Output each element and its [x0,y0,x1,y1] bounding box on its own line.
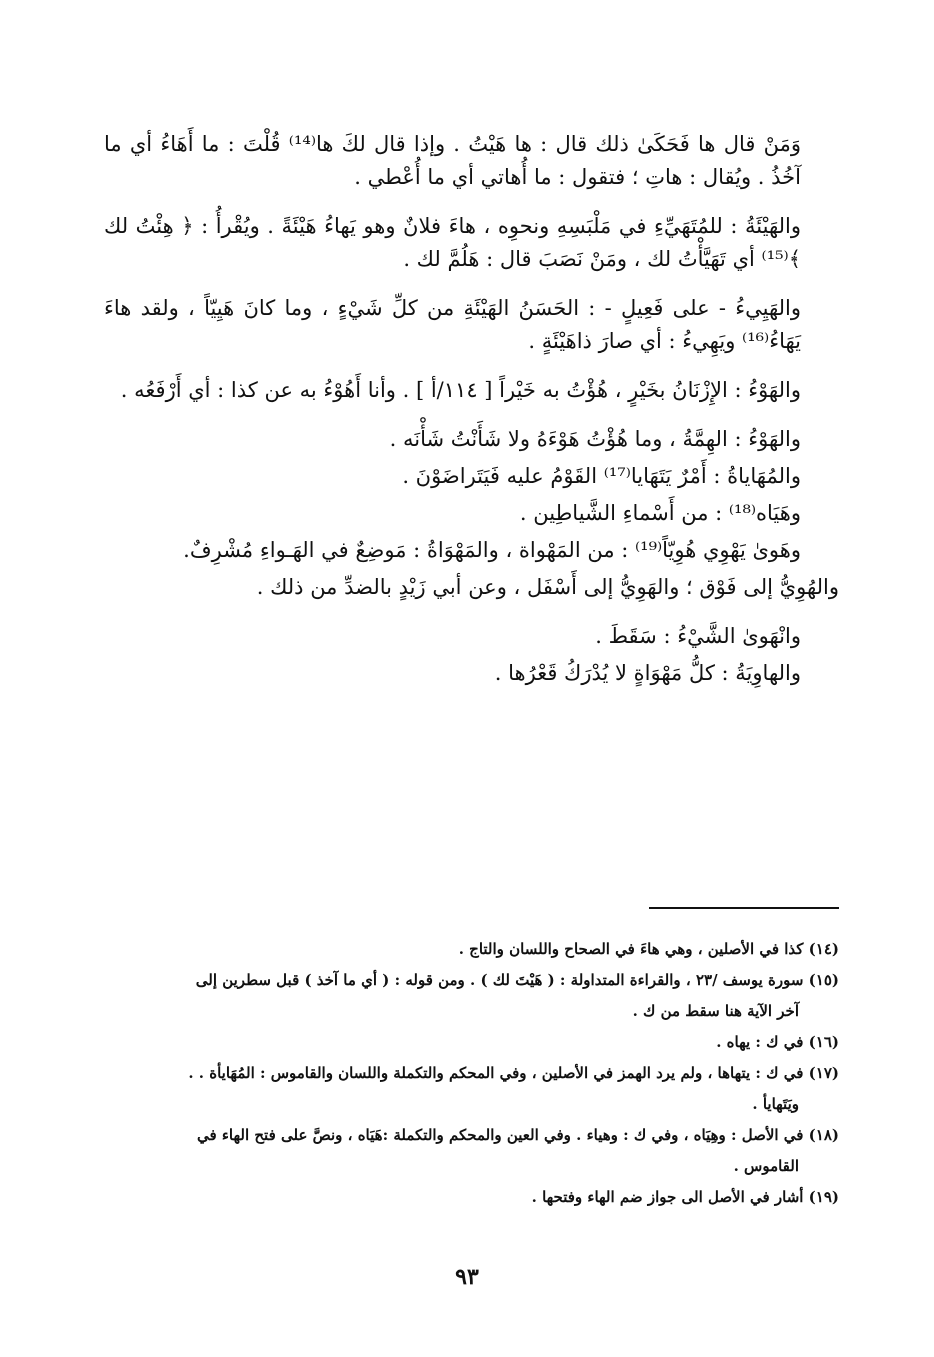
entry-hawa: وهَوىٰ يَهْوِي هُوِيّاً⁽¹⁹⁾ : من المَهْواة ، والمَهْوَاةُ : مَوضِعٌ في الهَـواءِ مُشْرِفٌ. [183,538,801,562]
footnotes [104,936,839,1215]
footnote-18-continued: القاموس . [733,1157,799,1175]
footnote-17: (١٧) في ك : يتهاها ، ولم يرد الهمز في الأصلين ، وفي المحكم والتكملة واللسان والقاموس : المُهَايأة . . [188,1064,839,1082]
footnote-14: (١٤) كذا في الأصلين ، وهي هاءَ في الصحاح واللسان والتاج . [458,940,839,958]
entry-hayah: وهَيَاه⁽¹⁸⁾ : من أَسْماءِ الشَّياطِين . [519,501,801,525]
main-text [104,128,839,694]
entry-himma: والهَوْءُ : الهِمَّةُ ، وما هُؤْتُ هَوْءَهُ ولا شَأَنْتُ شَأْنَه . [389,427,801,451]
footnote-19: (١٩) أشار في الأصل الى جواز ضم الهاء وفتحها . [531,1188,839,1206]
footnote-15-continued: آخر الآية هنا سقط من ك . [632,1002,799,1020]
footnote-15: (١٥) سورة يوسف /٢٣ ، والقراءة المتداولة : ( هَيْتَ لك ) . ومن قوله : ( أي ما آخذ ) قبل سطرين إلى [195,971,839,989]
footnote-17-continued: ويَتَهايأ . [752,1095,799,1113]
footnote-divider [649,907,839,909]
entry-inhawa: وانْهَوىٰ الشَّيْءُ : سَقَطَ . [595,624,801,648]
entry-huwiyy: والهُوِيُّ إلى فَوْق ؛ والهَوِيُّ إلى أَسْفَل ، وعن أبي زَيْدٍ بالضدِّ من ذلك . [256,575,839,599]
paragraph-hayaa: والهَيْئَةُ : للمُتَهَيِّءِ في مَلْبَسِهِ ونحوِه ، هاءَ فلانٌ وهو يَهاءُ هَيْئَةً . ويُقْرأُ : ﴿ هِئْتُ لك ﴾⁽¹⁵⁾ أي تَهَيَّأْتُ لك ، ومَنْ نَصَبَ قال : هَلُمَّ لك . [104,214,801,271]
page-number: ٩٣ [455,1264,479,1290]
footnote-16: (١٦) في ك : يهاه . [716,1033,839,1051]
entry-hawiya: والهاوِيَةُ : كلُّ مَهْوَاةٍ لا يُدْرَكُ قَعْرُها . [494,661,801,685]
paragraph-haa: وَمَنْ قال ها فَحَكَىٰ ذلك قال : ها هَيْتُ . وإذا قال لكَ ها⁽¹⁴⁾ قُلْتَ : ما أَهَاءُ أي ما آخُذُ . ويُقال : هاتِ ؛ فتقول : ما أُهاتي أي ما أُعْطي . [104,132,801,189]
footnote-18: (١٨) في الأصل : وهِيَاه ، وفي ك : وهياء . وفي العين والمحكم والتكملة :هَيَاه ، ونصَّ على فتح الهاء في [196,1126,839,1144]
paragraph-hayii: والهَيِيءُ - على فَعِيلٍ - : الحَسَنُ الهَيْئَةِ من كلِّ شَيْءٍ ، وما كانَ هَيِيّاً ، ولقد هاءَ يَهَاءُ⁽¹⁶⁾ ويَهِيءُ : أي صارَ ذاهَيْئَةٍ . [104,296,801,353]
paragraph-hawu: والهَوْءُ : الإِزْنَانُ بخَيْرٍ ، هُؤْتُ به خَيْراً [ ١١٤/أ ] . وأنا أَهُوْءُ به عن كذا : أي أَرْفَعُه . [120,378,801,402]
entry-muhayaa: والمُهَاياةُ : أَمْرٌ يَتَهَايا⁽¹⁷⁾ القَوْمُ عليه فَيَتَراضَوْنَ . [402,464,801,488]
